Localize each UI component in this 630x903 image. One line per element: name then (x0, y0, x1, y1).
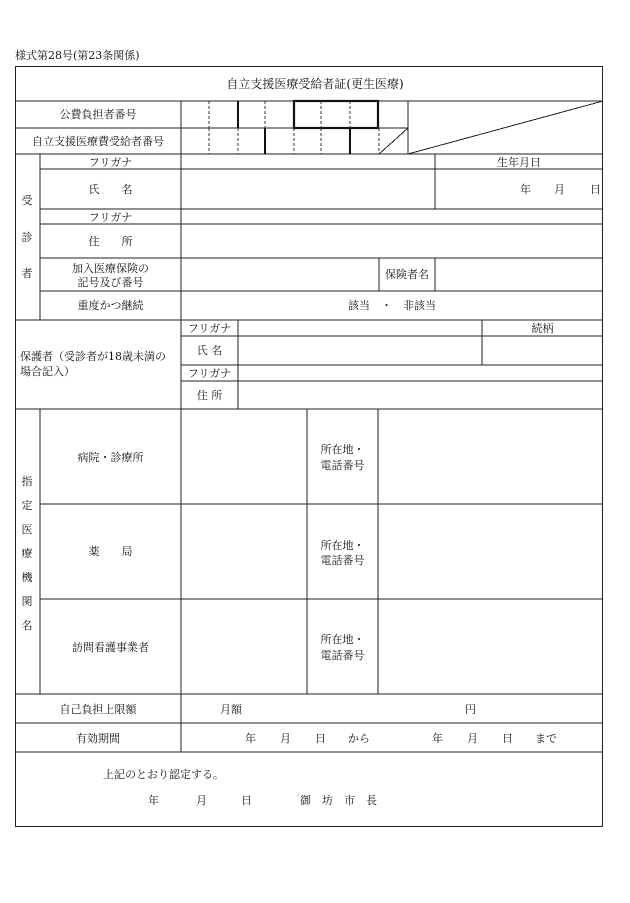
validity-month2: 月 (467, 732, 478, 745)
relation-label: 続柄 (531, 322, 554, 335)
pharmacy-location-line2: 電話番号 (320, 554, 365, 567)
yen-label: 円 (465, 703, 476, 716)
patient-section-char-2: 診 (21, 231, 33, 244)
validity-from: から (348, 732, 370, 745)
validity-month: 月 (280, 732, 291, 745)
validity-year2: 年 (432, 732, 443, 745)
birth-month-label: 月 (554, 183, 565, 196)
nursing-location-line2: 電話番号 (320, 649, 365, 662)
guardian-furigana2-label: フリガナ (187, 367, 232, 380)
insurance-number-label-line2: 記号及び番号 (77, 276, 144, 289)
public-payer-number-label: 公費負担者番号 (59, 108, 137, 121)
insurer-name-label: 保険者名 (385, 268, 429, 281)
form-number: 様式第28号(第23条関係) (15, 49, 140, 62)
institution-char-6: 関 (21, 595, 33, 608)
patient-name-label: 氏 名 (88, 183, 133, 196)
cert-year: 年 (148, 794, 159, 807)
birth-day-label: 日 (590, 183, 601, 196)
severe-continuous-label: 重度かつ継続 (77, 299, 144, 312)
self-pay-limit-label: 自己負担上限額 (59, 703, 137, 716)
pharmacy-location-line1: 所在地・ (320, 539, 365, 552)
recipient-number-label: 自立支援医療費受給者番号 (32, 135, 164, 148)
guardian-address-label: 住 所 (196, 389, 223, 402)
guardian-name-label: 氏 名 (196, 344, 223, 357)
validity-day2: 日 (502, 732, 513, 745)
pharmacy-label: 薬 局 (88, 545, 133, 558)
certification-statement: 上記のとおり認定する。 (103, 768, 224, 781)
nursing-label: 訪問看護事業者 (72, 641, 149, 654)
nursing-location-line1: 所在地・ (320, 633, 365, 646)
issuer-mayor: 御 坊 市 長 (300, 794, 377, 807)
hospital-label: 病院・診療所 (77, 451, 144, 464)
patient-furigana-label: フリガナ (88, 156, 133, 169)
guardian-label-line2: 場合記入） (20, 365, 75, 378)
institution-char-4: 療 (21, 547, 33, 560)
institution-char-3: 医 (21, 523, 33, 536)
birth-date-label: 生年月日 (497, 156, 541, 169)
cert-month: 月 (196, 794, 207, 807)
validity-period-label: 有効期間 (76, 732, 120, 745)
birth-year-label: 年 (520, 183, 531, 196)
certificate-title: 自立支援医療受給者証(更生医療) (226, 77, 404, 91)
institution-char-7: 名 (21, 619, 33, 632)
guardian-label-line1: 保護者（受診者が18歳未満の (20, 350, 166, 363)
monthly-label: 月額 (220, 703, 242, 716)
insurance-number-label-line1: 加入医療保険の (72, 262, 149, 275)
cert-day: 日 (241, 794, 252, 807)
validity-day: 日 (315, 732, 326, 745)
validity-year: 年 (245, 732, 256, 745)
applicable-options: 該当 ・ 非該当 (348, 299, 436, 312)
patient-address-label: 住 所 (88, 235, 133, 248)
hospital-location-line2: 電話番号 (320, 459, 365, 472)
institution-char-2: 定 (21, 499, 33, 512)
hospital-location-line1: 所在地・ (320, 443, 365, 456)
institution-char-1: 指 (21, 475, 33, 488)
guardian-furigana-label: フリガナ (187, 322, 232, 335)
institution-char-5: 機 (21, 571, 33, 584)
patient-section-char-3: 者 (21, 267, 33, 280)
patient-section-char-1: 受 (21, 194, 33, 207)
validity-until: まで (535, 732, 557, 745)
patient-furigana2-label: フリガナ (88, 211, 133, 224)
